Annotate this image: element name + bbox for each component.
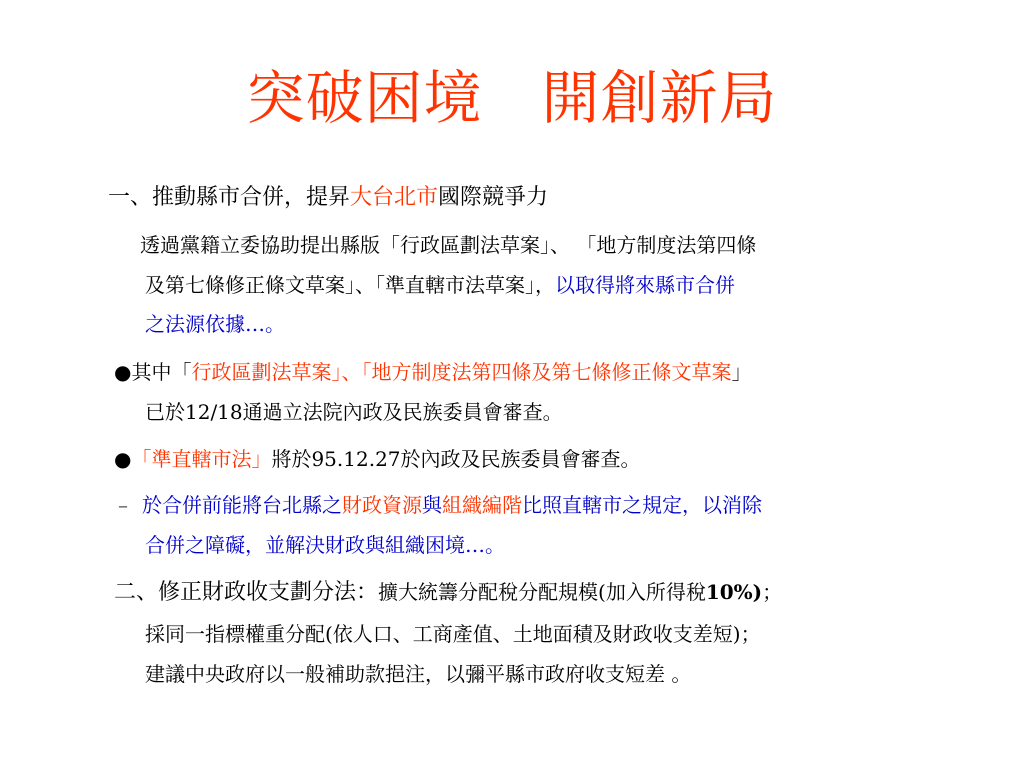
paragraph-1-line-3 (145, 310, 285, 338)
bullet-1-b: 行政區劃法草案」、「地方制度法第四條及第七條修正條文草案 (191, 360, 732, 384)
paragraph-1-line-2-b: 以取得將來縣市合併 (555, 273, 735, 297)
paragraph-1-line-2 (145, 271, 735, 299)
dash-item-b: 財政資源 (342, 493, 422, 517)
section-2-heading: 二、修正財政收支劃分法： (114, 580, 379, 605)
bullet-2-a: 「準直轄市法」 (131, 447, 272, 471)
dash-item-d: 組織編階 (442, 493, 522, 517)
bullet-2-line (114, 445, 641, 473)
section-2-line-1-c: 10%) (705, 580, 763, 604)
bullet-2-marker: ● (114, 447, 132, 471)
bullet-2-b: 將於95.12.27於內政及民族委員會審查。 (271, 447, 641, 471)
bullet-1-marker: ● (114, 360, 132, 384)
paragraph-1-line-2-a: 及第七條修正條文草案」、「準直轄市法草案」， (145, 273, 555, 297)
section-2-line-2: 採同一指標權重分配(依人口、工商產值、土地面積及財政收支差短)； (145, 622, 761, 646)
section-1-heading-pre: 一、推動縣市合併，提昇 (108, 185, 351, 210)
paragraph-1-line-1: 透過黨籍立委協助提出縣版「行政區劃法草案」、 「地方制度法第四條 (140, 233, 757, 257)
bullet-1-line-1 (114, 358, 751, 386)
section-2-line-1-b: 加入所得稅 (605, 580, 706, 604)
dash-marker: – (118, 493, 128, 517)
dash-item-e: 比照直轄市之規定，以消除 (522, 493, 762, 517)
dash-item-line-1 (118, 491, 762, 519)
dash-item-a: 於合併前能將台北縣之 (142, 493, 342, 517)
bullet-1-a: 其中「 (131, 360, 192, 384)
bullet-1-line-2: 已於12/18通過立法院內政及民族委員會審查。 (145, 400, 563, 424)
section-2-line-1-d: ； (762, 580, 783, 604)
section-1-heading-post: 國際競爭力 (438, 185, 549, 210)
dash-item-line-2-text: 合併之障礙，並解決財政與組織困境…。 (145, 533, 505, 557)
section-2-line-1 (114, 578, 782, 608)
slide-title: 突破困境 開創新局 (246, 64, 778, 132)
dash-item-line-2 (145, 531, 505, 559)
section-2-line-3: 建議中央政府以一般補助款挹注，以彌平縣市政府收支短差 。 (145, 662, 692, 686)
section-2-line-1-a: 擴大統籌分配稅分配規模( (378, 580, 606, 604)
section-1-heading (108, 183, 548, 213)
dash-item-c: 與 (422, 493, 442, 517)
section-1-heading-highlight: 大台北市 (350, 185, 439, 210)
paragraph-1-line-3-text: 之法源依據…。 (145, 312, 285, 336)
bullet-1-c: 」 (731, 360, 752, 384)
